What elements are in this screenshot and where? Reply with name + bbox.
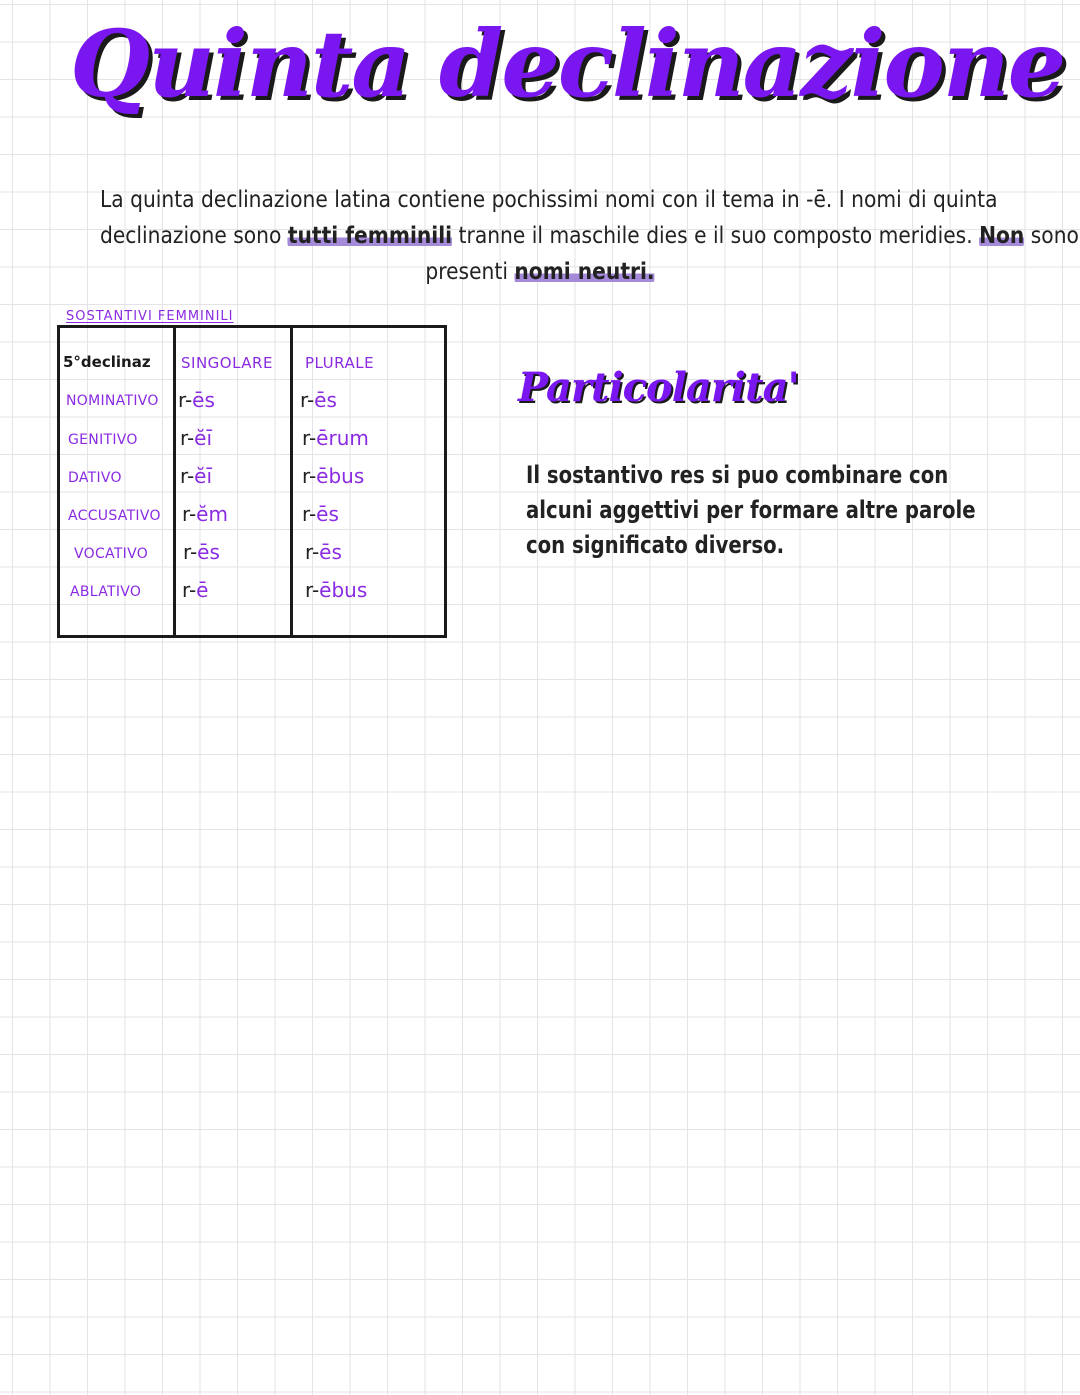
form-stem: r-	[302, 426, 317, 450]
form-ending: ĕm	[196, 502, 228, 526]
singular-form	[183, 540, 220, 564]
intro-line-2	[100, 218, 1079, 254]
plural-form	[302, 464, 364, 488]
page-title: Quinta declinazione	[70, 10, 1065, 118]
form-ending: ēbus	[316, 464, 365, 488]
section-title-particolarita: Particolarita'	[518, 364, 799, 411]
highlight-nomi-neutri: nomi neutri.	[514, 259, 655, 285]
intro-line-1: La quinta declinazione latina contiene pochissimi nomi con il tema in -ē. I nomi di quinta	[100, 187, 998, 213]
form-ending: ērum	[316, 426, 369, 450]
intro-line-3	[100, 254, 980, 290]
declension-table	[57, 325, 447, 638]
case-label-nominativo: NOMINATIVO	[66, 393, 159, 409]
column-divider	[290, 328, 293, 635]
intro-paragraph	[100, 182, 1079, 290]
case-label-genitivo: GENITIVO	[68, 432, 138, 448]
form-stem: r-	[182, 502, 197, 526]
column-header-plurale: PLURALE	[305, 354, 375, 372]
intro-text: declinazione sono	[100, 223, 288, 249]
note-line: con significato diverso.	[526, 531, 785, 559]
form-stem: r-	[305, 540, 320, 564]
form-stem: r-	[178, 388, 193, 412]
form-stem: r-	[183, 540, 198, 564]
singular-form	[182, 578, 208, 602]
form-stem: r-	[182, 578, 197, 602]
form-ending: ēs	[316, 502, 339, 526]
form-ending: ēbus	[319, 578, 368, 602]
highlight-non: Non	[979, 223, 1025, 249]
singular-form	[180, 464, 212, 488]
column-divider	[173, 328, 176, 635]
plural-form	[302, 502, 339, 526]
form-ending: ĕī	[194, 464, 213, 488]
form-stem: r-	[300, 388, 315, 412]
form-stem: r-	[302, 502, 317, 526]
form-ending: ēs	[192, 388, 215, 412]
particolarita-note	[526, 458, 976, 563]
plural-form	[305, 540, 342, 564]
table-corner-label: 5°declinaz	[63, 353, 151, 371]
case-label-accusativo: ACCUSATIVO	[68, 508, 161, 524]
intro-text: presenti	[425, 259, 515, 285]
intro-text: tranne il maschile dies e il suo composto meridies.	[452, 223, 980, 249]
form-stem: r-	[302, 464, 317, 488]
plural-form	[302, 426, 369, 450]
form-ending: ĕī	[194, 426, 213, 450]
case-label-dativo: DATIVO	[68, 470, 122, 486]
singular-form	[180, 426, 212, 450]
column-header-singolare: SINGOLARE	[181, 354, 273, 372]
form-ending: ēs	[319, 540, 342, 564]
case-label-vocativo: VOCATIVO	[74, 546, 149, 562]
highlight-tutti-femminili: tutti femminili	[287, 223, 453, 249]
singular-form	[182, 502, 228, 526]
table-caption: SOSTANTIVI FEMMINILI	[66, 309, 234, 324]
intro-text: sono	[1024, 223, 1079, 249]
form-stem: r-	[180, 464, 195, 488]
case-label-ablativo: ABLATIVO	[70, 584, 142, 600]
form-ending: ē	[196, 578, 209, 602]
note-line: alcuni aggettivi per formare altre parole	[526, 496, 976, 524]
note-line: Il sostantivo res si puo combinare con	[526, 461, 949, 489]
form-stem: r-	[305, 578, 320, 602]
form-ending: ēs	[197, 540, 220, 564]
form-ending: ēs	[314, 388, 337, 412]
form-stem: r-	[180, 426, 195, 450]
plural-form	[300, 388, 337, 412]
plural-form	[305, 578, 367, 602]
singular-form	[178, 388, 215, 412]
